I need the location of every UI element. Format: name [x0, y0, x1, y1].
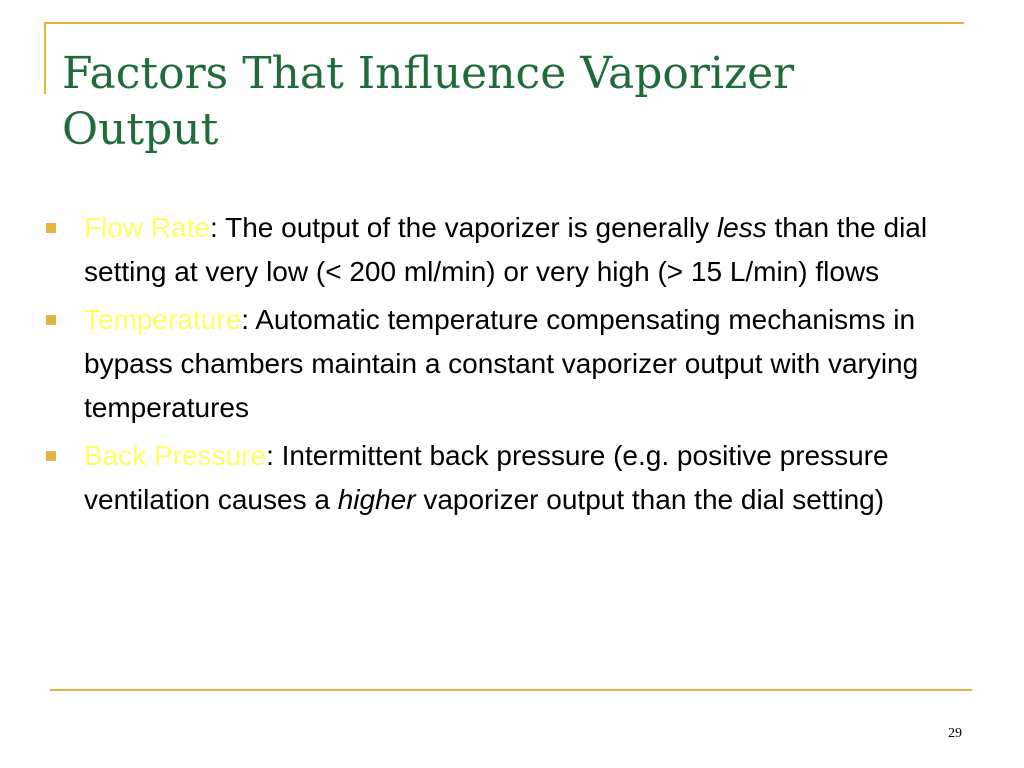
bullet-text: : Intermittent back pressure (e.g. positive pressure ventilation causes a: [84, 440, 889, 515]
bullet-item-back-pressure: [44, 434, 974, 522]
bullet-text: : Automatic temperature compensating mechanisms in bypass chambers maintain a constant vaporizer output with varying temperatures: [84, 304, 919, 423]
square-bullet-icon: [46, 315, 56, 325]
bullet-term: Back Pressure: [84, 440, 267, 471]
bullet-list: [44, 206, 974, 526]
bullet-emphasis: higher: [337, 484, 416, 515]
bullet-text: : The output of the vaporizer is generally: [210, 212, 717, 243]
left-accent-rule: [44, 22, 46, 94]
bullet-text: than the dial setting at very low (< 200 ml/min) or very high (> 15 L/min) flows: [84, 212, 928, 287]
slide-title-line-2: Output: [62, 104, 219, 155]
bullet-item-temperature: [44, 298, 974, 430]
square-bullet-icon: [46, 223, 56, 233]
top-accent-rule: [44, 22, 964, 24]
bullet-item-flow-rate: [44, 206, 974, 294]
bullet-term: Temperature: [84, 304, 242, 335]
bullet-emphasis: less: [716, 212, 767, 243]
bullet-term: Flow Rate: [84, 212, 211, 243]
slide-title-line-1: Factors That Influence Vaporizer: [62, 48, 795, 99]
bottom-accent-rule: [50, 689, 972, 691]
slide-title: [62, 46, 962, 158]
bullet-text: vaporizer output than the dial setting): [415, 484, 885, 515]
square-bullet-icon: [46, 451, 56, 461]
page-number: 29: [948, 726, 962, 741]
